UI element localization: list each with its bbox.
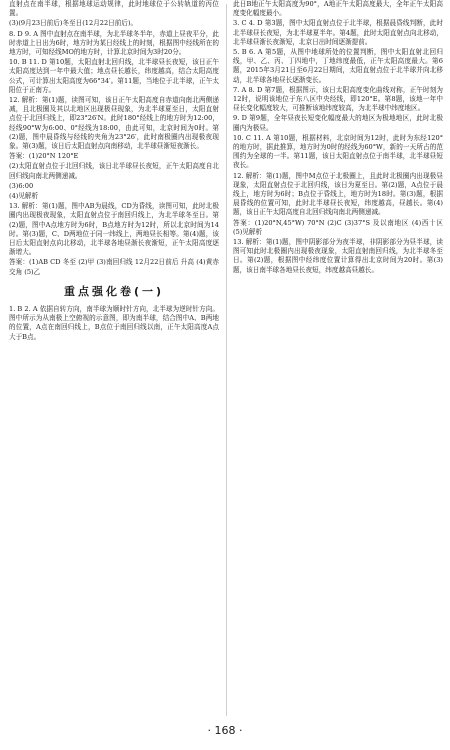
paragraph: 1. B 2. A 依据自转方向，南半球为顺时针方向，北半球为逆时针方向。图中所示为从南极上空俯视的示意图，即为南半球，结合图中A、B两地的位置，A点在南回归线上，B点位于南回归线以南，正午太阳高度A点大于B点。 xyxy=(9,304,219,341)
paragraph: 3. C 4. D 第3题，图中太阳直射点位于北半球，根据晨昏线判断，此时北半球昼长夜短，为北半球夏半年。第4题，此时太阳直射点向北移动，北半球昼渐长夜渐短，北京日出时间逐渐提前。 xyxy=(233,19,443,46)
paragraph: 13. 解析：第(1)题，图中AB为晨线，CD为昏线，读图可知，此时北极圈内出现极夜现象，太阳直射点位于南回归线上，为北半球冬至日。第(2)题，图中A点地方时为6时，B点地方时为12时，所以北京时间为14时。第(3)题，C、D两地位于同一纬线上，两地昼长相等。第(4)题，该日后太阳直射点向北移动，北半球各地昼渐长夜渐短，正午太阳高度逐渐增大。 xyxy=(9,202,219,257)
paragraph: 7. A 8. D 第7题，根据图示，该日太阳高度变化曲线对称，正午时刻为12时，说明该地位于东八区中央经线，即120°E。第8题，该地一年中昼长变化幅度较大，可推断该地纬度较高，为北半球中纬度地区。 xyxy=(233,85,443,113)
paragraph: (3)(9月23日前后)冬至日(12月22日前后)。 xyxy=(9,19,138,28)
page-number: · 168 · xyxy=(207,724,243,737)
paragraph: 10. C 11. A 第10题，根据材料，北京时间为12时，此时为东经120°的地方时，据此推算，地方时为0时的经线为60°W，新的一天所占的范围约为全球的一半。第11题，该日太阳直射点位于南半球，北半球昼短夜长。 xyxy=(233,133,443,170)
paragraph: 12. 解析：第(1)题，读图可知，该日正午太阳高度自赤道向南北两侧递减，且北极圈及其以北地区出现极昼现象，为北半球夏至日，太阳直射点位于北回归线上，即23°26′N。此时180°经线上的地方时为12:00，经线90°W为6:00、0°经线为18:00，由此可知，北京时间为0时。第(2)题，图中晨昏线与经线的夹角为23°26′，此时南极圈内出现极夜现象。第(3)题，该日后太阳直射点向南移动，北半球昼渐短夜渐长。 xyxy=(9,96,219,151)
paragraph: (2)太阳直射点位于北回归线，该日北半球昼长夜短，正午太阳高度自北回归线向南北两侧递减。 xyxy=(9,162,219,180)
paragraph: 13. 解析：第(1)题，图中阴影部分为夜半球，非阴影部分为昼半球，读图可知此时北极圈内出现极夜现象，太阳直射南回归线，为北半球冬至日。第(2)题，根据图中经纬度位置计算得出北京时间为20时。第(3)题，该日南半球各地昼长夜短，纬度越高昼越长。 xyxy=(233,238,443,274)
paragraph: 此日B地正午太阳高度为90°，A地正午太阳高度最大，全年正午太阳高度变化幅度最小。 xyxy=(233,0,443,18)
paragraph: 答案：(1)AB CD 冬至 (2)甲 (3)南回归线 12月22日前后 升高 (4)黄赤交角 (5)乙 xyxy=(9,258,219,276)
paragraph: 直射点在南半球，根据地球运动规律，此时地球位于公转轨道的丙位置。 xyxy=(9,0,219,18)
paragraph: 答案：(1)20°N,45°W) 70°N (2)C (3)37°S 及以南地区 (4)西十区 (5)见解析 xyxy=(233,218,443,236)
paragraph: 9. D 第9题，全年昼夜长短变化幅度最大的地区为极地地区，此时北极圈内为极昼。 xyxy=(233,114,443,132)
section-title: 重点强化卷(一) xyxy=(63,284,165,298)
paragraph: (4)见解析 xyxy=(9,192,39,201)
paragraph: (3)6:00 xyxy=(9,181,34,190)
right-column xyxy=(233,0,443,720)
left-column xyxy=(9,0,219,720)
column-divider xyxy=(226,4,227,716)
paragraph: 8. D 9. A 图中直射点在南半球，为北半球冬半年，赤道上昼夜平分，此时赤道上日出为6时，地方时为某日经线上的时刻，根据图中经线所在的地方时，可知经线MO的地方时，计算北京时间为3时20分。 xyxy=(9,29,219,57)
paragraph: 12. 解析：第(1)题，图中M点位于北极圈上，且此时北极圈内出现极昼现象，太阳直射点位于北回归线，该日为夏至日。第(2)题，A点位于晨线上，地方时为6时；B点位于昏线上，地方时为18时。第(3)题，根据晨昏线的位置可知，此时北半球昼长夜短，纬度越高，昼越长。第(4)题，该日正午太阳高度自北回归线向南北两侧递减。 xyxy=(233,171,443,217)
paragraph: 答案：(1)20°N 120°E xyxy=(9,152,79,161)
paragraph: 10. B 11. D 第10题，太阳直射北回归线，北半球昼长夜短，该日正午太阳高度达到一年中最大值；地点昼长越长，纬度越高，结合太阳高度公式，可计算出太阳高度为66°34′。第11题，当地位于北半球，正午太阳位于正南方。 xyxy=(9,58,219,94)
paragraph: 5. B 6. A 第5题，从图中地球所处的位置判断，图中太阳直射北回归线，甲、乙、丙、丁四地中，丁地纬度最低，正午太阳高度最大。第6题，2015年3月21日至6月22日期间，太阳直射点位于北半球并向北移动，北半球各地昼长逐渐变长。 xyxy=(233,48,443,84)
